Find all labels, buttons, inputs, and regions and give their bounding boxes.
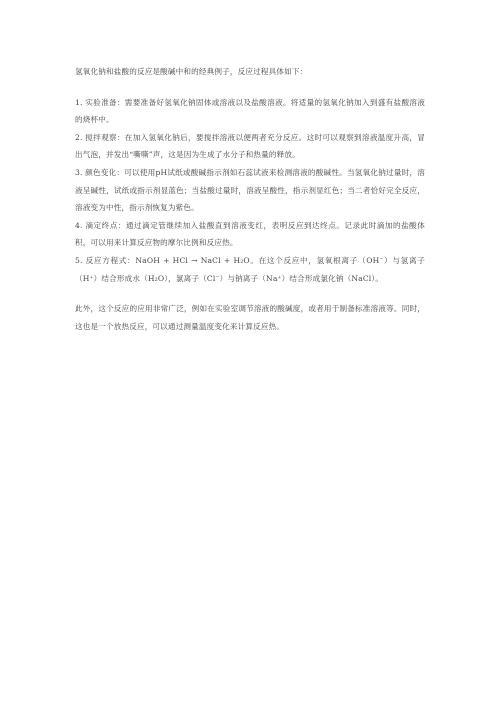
list-item-1: 1. 实验准备：需要准备好氢氧化钠固体或溶液以及盐酸溶液。将适量的氢氧化钠加入到盛有盐酸溶液的烧杯中。	[75, 97, 425, 125]
list-item-5: 5. 反应方程式：NaOH + HCl → NaCl + H₂O。在这个反应中，氢氧根离子（OH⁻）与氢离子（H⁺）结合形成水（H₂O），氯离子（Cl⁻）与钠离子（Na⁺）结合形成氯化钠（NaCl）。	[75, 255, 425, 283]
list-item-4: 4. 滴定终点：通过滴定管继续加入盐酸直到溶液变红，表明反应到达终点。记录此时滴加的盐酸体积，可以用来计算反应物的摩尔比例和反应热。	[75, 220, 425, 248]
steps-list	[75, 94, 425, 288]
document-body	[75, 63, 425, 335]
list-item-2: 2. 搅拌观察：在加入氢氧化钠后，要搅拌溶液以便两者充分反应。这时可以观察到溶液温度升高，冒出气泡，并发出“嘶嘶”声，这是因为生成了水分子和热量的释放。	[75, 132, 425, 160]
outro-paragraph: 此外，这个反应的应用非常广泛，例如在实验室调节溶液的酸碱度，或者用于制备标准溶液等。同时，这也是一个放热反应，可以通过测量温度变化来计算反应热。	[75, 304, 425, 331]
list-item-3: 3. 颜色变化：可以使用pH试纸或酸碱指示剂如石蕊试液来检测溶液的酸碱性。当氢氧化钠过量时，溶液呈碱性，试纸或指示剂显蓝色；当盐酸过量时，溶液呈酸性，指示剂显红色；当二者恰好完全反应，溶液变为中性，指示剂恢复为紫色。	[75, 167, 425, 213]
intro-paragraph: 氢氧化钠和盐酸的反应是酸碱中和的经典例子，反应过程具体如下：	[75, 67, 308, 76]
